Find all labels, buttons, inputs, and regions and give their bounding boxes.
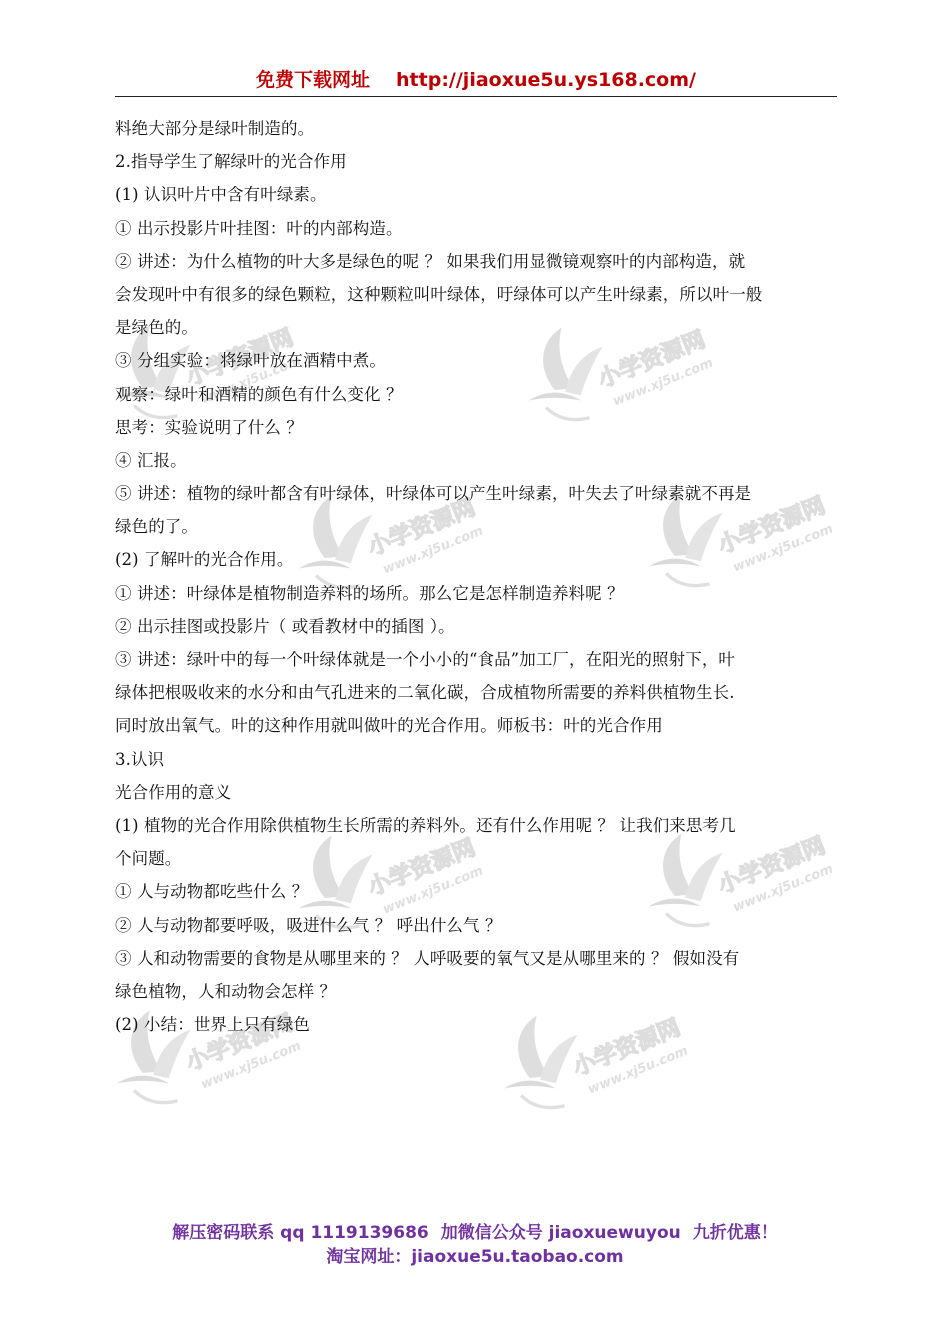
- text-line: (1) 认识叶片中含有叶绿素。: [115, 185, 327, 205]
- text-line: 绿色的了。: [115, 517, 198, 537]
- footer-discount: 九折优惠！: [692, 1223, 778, 1243]
- header-label: 免费下载网址: [256, 69, 371, 91]
- text-line: 绿色植物，人和动物会怎样 ？: [115, 981, 337, 1001]
- footer-taobao-url[interactable]: 淘宝网址：jiaoxue5u.taobao.com: [326, 1247, 624, 1267]
- text-line: 同时放出氧气。叶的这种作用就叫做叶的光合作用。师板书：叶的光合作用: [115, 716, 663, 736]
- text-line: 绿体把根吸收来的水分和由气孔进来的二氧化碳，合成植物所需要的养料供植物生长.: [115, 683, 735, 703]
- text-line: ③ 分组实验：将绿叶放在酒精中煮。: [115, 351, 386, 371]
- text-line: ③ 人和动物需要的食物是从哪里来的 ？ 人呼吸要的氧气又是从哪里来的 ？ 假如没有: [115, 948, 740, 968]
- header-url-link[interactable]: http://jiaoxue5u.ys168.com/: [396, 69, 696, 91]
- text-line: ② 出示挂图或投影片（ 或看教材中的插图 ）。: [115, 616, 455, 636]
- document-body: [115, 112, 837, 1041]
- text-line: ③ 讲述：绿叶中的每一个叶绿体就是一个小小的“食品”加工厂，在阳光的照射下，叶: [115, 650, 736, 669]
- text-line: 料绝大部分是绿叶制造的。: [115, 119, 315, 138]
- footer-wechat: 加微信公众号 jiaoxuewuyou: [440, 1223, 681, 1243]
- text-line: 会发现叶中有很多的绿色颗粒，这种颗粒叫叶绿体，吁绿体可以产生叶绿素，所以叶一般: [115, 284, 763, 304]
- text-line: ② 讲述：为什么植物的叶大多是绿色的呢 ？ 如果我们用显微镜观察叶的内部构造，就: [115, 251, 746, 271]
- text-line: 2.指导学生了解绿叶的光合作用: [115, 152, 347, 172]
- text-line: 光合作用的意义: [115, 782, 232, 802]
- text-line: ① 出示投影片叶挂图：叶的内部构造。: [115, 218, 403, 238]
- text-line: (2) 小结：世界上只有绿色: [115, 1015, 311, 1035]
- text-line: (2) 了解叶的光合作用。: [115, 550, 294, 570]
- text-line: 3.认识: [115, 749, 165, 769]
- footer-password-contact: 解压密码联系 qq 1119139686: [172, 1223, 429, 1243]
- text-line: (1) 植物的光合作用除供植物生长所需的养料外。还有什么作用呢 ？ 让我们来思考几: [115, 815, 736, 835]
- text-line: ④ 汇报。: [115, 450, 187, 470]
- text-line: ① 人与动物都吃些什么 ？: [115, 882, 309, 902]
- page-header: [115, 66, 837, 97]
- text-line: 思考：实验说明了什么 ？: [115, 417, 303, 437]
- text-line: 观察：绿叶和酒精的颜色有什么变化 ？: [115, 384, 403, 404]
- footer-taobao-line: [0, 1242, 950, 1267]
- text-line: ① 讲述：叶绿体是植物制造养料的场所。那么它是怎样制造养料呢 ？: [115, 583, 624, 603]
- text-line: 个问题。: [115, 849, 182, 869]
- footer-contact-line: [0, 1218, 950, 1243]
- text-line: ② 人与动物都要呼吸，吸进什么气 ？ 呼出什么气 ？: [115, 915, 502, 935]
- text-line: 是绿色的。: [115, 318, 198, 338]
- text-line: ⑤ 讲述：植物的绿叶都含有叶绿体，叶绿体可以产生叶绿素，叶失去了叶绿素就不再是: [115, 484, 752, 504]
